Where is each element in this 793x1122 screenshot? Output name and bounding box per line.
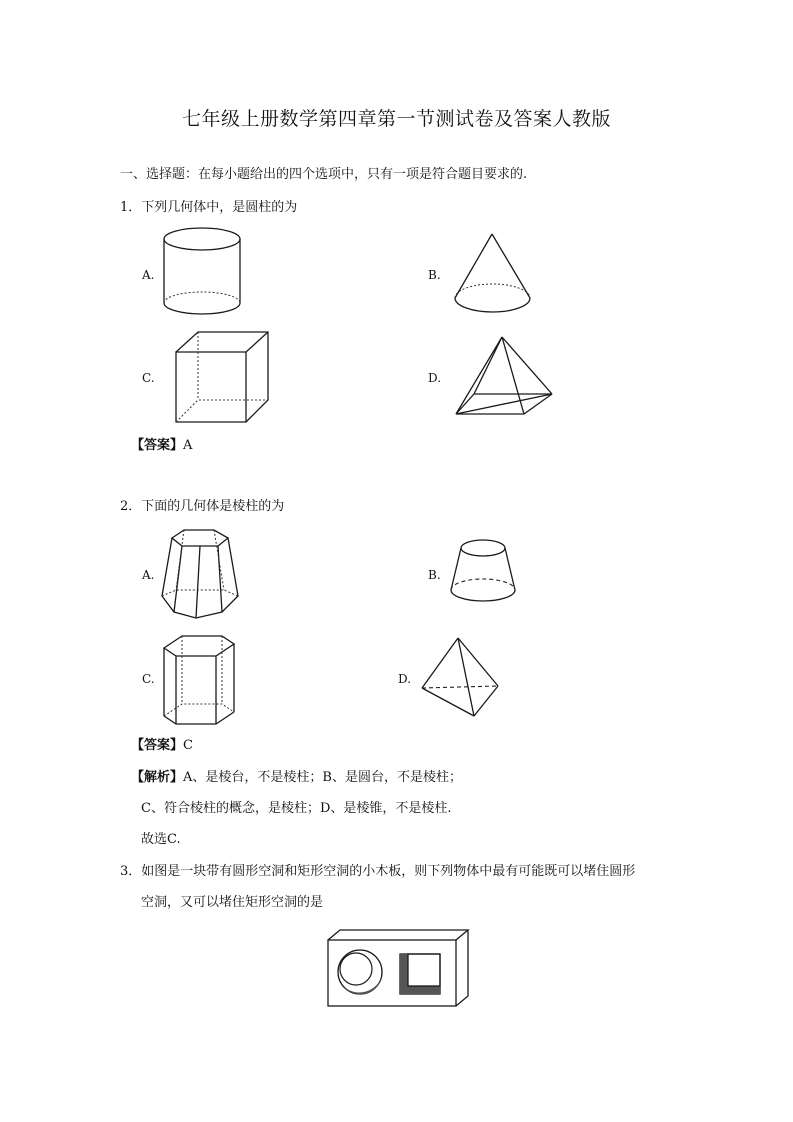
q1-answer-label: 【答案】	[131, 438, 184, 453]
q1-option-b-label[interactable]: B.	[428, 268, 441, 282]
frustum-prism-figure	[158, 524, 243, 624]
q2-answer-label: 【答案】	[131, 738, 184, 753]
pyramid-figure	[450, 332, 560, 422]
q2-answer-value: C	[183, 738, 193, 753]
q2-analysis-line-2: C、符合棱柱的概念，是棱柱；D、是棱锥，不是棱柱.	[141, 801, 452, 816]
question-1-stem: 1．下列几何体中，是圆柱的为	[120, 200, 298, 215]
cube-figure	[160, 326, 275, 426]
q2-option-c-label[interactable]: C.	[142, 672, 155, 686]
q2-analysis-line-1	[131, 769, 462, 787]
page-title: 七年级上册数学第四章第一节测试卷及答案人教版	[181, 108, 611, 130]
q1-option-d-label[interactable]: D.	[428, 371, 442, 385]
q1-option-a-label[interactable]: A.	[142, 268, 155, 282]
wooden-board-figure	[322, 926, 472, 1012]
q1-answer-value: A	[183, 438, 193, 453]
cone-figure	[450, 228, 540, 320]
q2-analysis-label: 【解析】	[131, 770, 184, 785]
q2-analysis-text-1: A、是棱台，不是棱柱；B、是圆台，不是棱柱；	[183, 770, 462, 785]
triangular-pyramid-figure	[418, 634, 503, 724]
q2-answer	[131, 737, 193, 755]
question-3-stem-line-1: 3．如图是一块带有圆形空洞和矩形空洞的小木板，则下列物体中最有可能既可以堵住圆形	[120, 864, 636, 879]
q2-option-b-label[interactable]: B.	[428, 568, 441, 582]
q2-option-a-label[interactable]: A.	[142, 568, 155, 582]
frustum-cone-figure	[446, 536, 521, 608]
section-heading: 一、选择题：在每小题给出的四个选项中，只有一项是符合题目要求的.	[120, 167, 528, 182]
question-3-stem-line-2: 空洞，又可以堵住矩形空洞的是	[141, 895, 324, 910]
q1-option-c-label[interactable]: C.	[142, 371, 155, 385]
hexagonal-prism-figure	[158, 630, 243, 730]
q2-conclusion: 故选C.	[141, 832, 181, 847]
q2-option-d-label[interactable]: D.	[398, 672, 412, 686]
q1-answer	[131, 437, 192, 455]
question-2-stem: 2．下面的几何体是棱柱的为	[120, 499, 285, 514]
cylinder-figure	[160, 225, 250, 320]
